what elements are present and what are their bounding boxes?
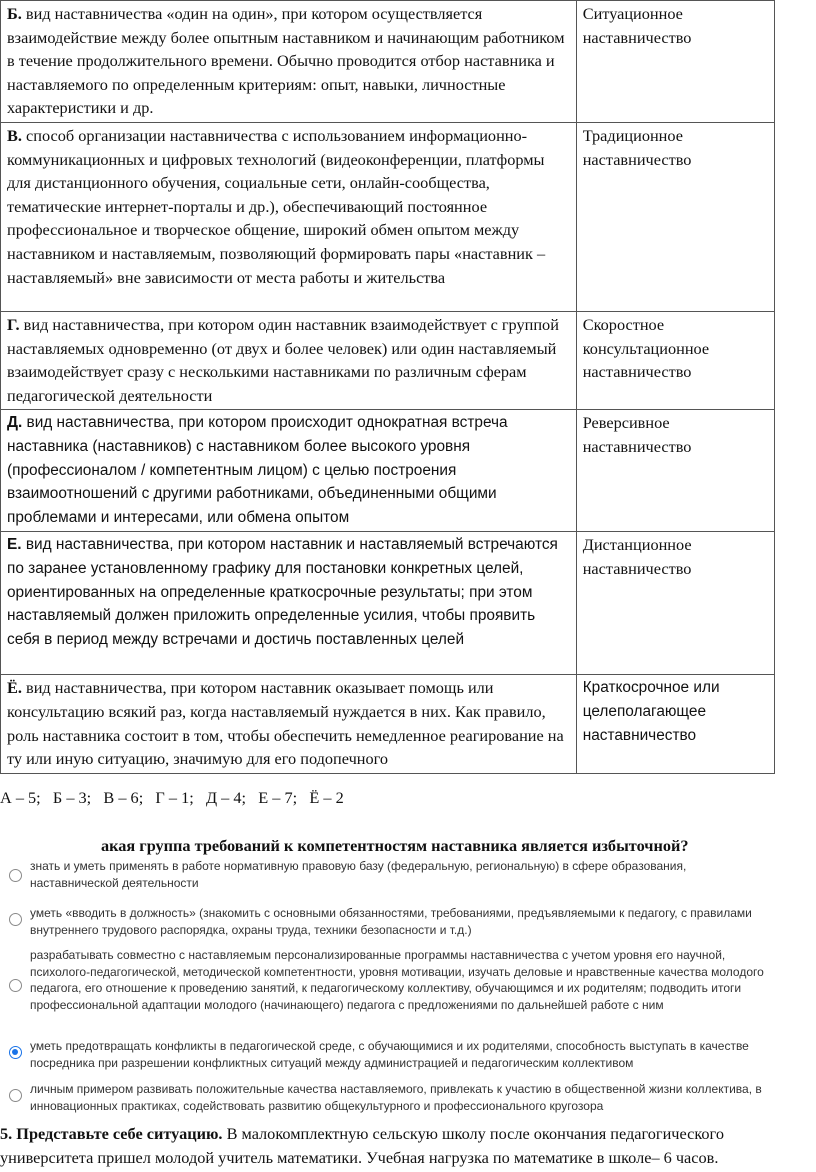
radio-unchecked-icon[interactable] [9,1089,22,1102]
row-letter: Е. [7,536,22,554]
definition-cell [1,1,577,123]
term-cell: Ситуационное наставничество [576,1,774,123]
term-cell: Дистанционное наставничество [576,532,774,675]
table-row [1,532,775,675]
answer-key: А – 5; Б – 3; В – 6; Г – 1; Д – 4; Е – 7; Ё – 2 [0,788,344,807]
task-5-heading: 5. Представьте себе ситуацию. [0,1124,223,1143]
option-text: уметь предотвращать конфликты в педагогической среде, с обучающимися и их родителями, способность выступать в качестве посредника при разрешении конфликтных ситуаций между администрацией и педагогическим коллективом [30,1039,749,1070]
radio-checked-icon[interactable] [9,1046,22,1059]
table-row [1,1,775,123]
table-row [1,675,775,773]
option-text: уметь «вводить в должность» (знакомить с основными обязанностями, требованиями, предъявляемыми к педагогу, с правилами внутреннего трудового распорядка, охраны труда, техники безопасности и т.д.) [30,906,752,937]
radio-unchecked-icon[interactable] [9,913,22,926]
term-cell: Реверсивное наставничество [576,410,774,532]
table-row [1,122,775,311]
definition-cell [1,410,577,532]
definition-cell [1,122,577,311]
definition-cell [1,675,577,773]
option-text: личным примером развивать положительные качества наставляемого, привлекать к участию в общественной жизни коллектива, в инновационных практиках, содействовать развитию общекультурного и профессионального кругозора [30,1082,762,1113]
definition-text: способ организации наставничества с использованием информационно-коммуникационных и цифровых технологий (видеоконференции, платформы для дистанционного обучения, социальные сети, онлайн-сообщества, тематические интернет-порталы и др.), обеспечивающий постоянное профессиональное и творческое общение, широкий обмен опытом между наставником и наставляемым, позволяющий формировать пары «наставник – наставляемый» вне зависимости от места работы и жительства [7,125,546,287]
row-letter: Г. [7,314,20,334]
definition-text: вид наставничества, при котором наставник и наставляемый встречаются по заранее установленному графику для постановки конкретных целей, ориентированных на определенные краткосрочные результаты; при этом наставляемый должен приложить определенные усилия, чтобы проявить себя в период между встречами и достичь поставленных целей [7,536,558,648]
row-letter: Ё. [7,678,22,698]
definition-text: вид наставничества «один на один», при котором осуществляется взаимодействие между более опытным наставником и начинающим работником в течение продолжительного времени. Обычно проводится отбор наставника и наставляемого по определенным критериям: опыт, навыки, личностные характеристики и др. [7,4,565,118]
question-title: акая группа требований к компетентностям наставника является избыточной? [101,836,689,855]
definition-text: вид наставничества, при котором наставник оказывает помощь или консультацию всякий раз, когда наставляемый нуждается в них. Как правило, роль наставника состоит в том, чтобы обеспечить немедленное реагирование на ту или иную ситуацию, значимую для его подопечного [7,678,564,769]
task-5 [0,1122,812,1169]
row-letter: Д. [7,414,23,432]
term-cell: Традиционное наставничество [576,122,774,311]
table-row [1,311,775,409]
definition-cell [1,311,577,409]
term-cell: Краткосрочное или целеполагающее наставничество [576,675,774,773]
radio-unchecked-icon[interactable] [9,979,22,992]
option-text: разрабатывать совместно с наставляемым персонализированные программы наставничества с учетом уровня его научной, психолого-педагогической, методической компетентности, уровня мотивации, изучать деловые и нравственные качества молодого педагога, его отношение к проведению занятий, к педагогическому коллективу, обучающимся и их родителям; подводить итоги профессиональной адаптации молодого (начинающего) педагога с предложениями по дальнейшей работе с ним [30,948,764,1012]
definition-text: вид наставничества, при котором происходит однократная встреча наставника (наставников) с наставником более высокого уровня (профессионалом / компетентным лицом) с целью построения взаимоотношений с другими работниками, объединенными общими проблемами и интересами, или обмена опытом [7,414,508,526]
row-letter: В. [7,125,22,145]
table-row [1,410,775,532]
definition-text: вид наставничества, при котором один наставник взаимодействует с группой наставляемых одновременно (от двух и более человек) или один наставляемый взаимодействует сразу с несколькими наставниками по различным сферам педагогической деятельности [7,314,559,405]
term-cell: Скоростное консультационное наставничество [576,311,774,409]
task-5-text: В малокомплектную сельскую школу после окончания педагогического университета пришел молодой учитель математики. Учебная нагрузка по математике в школе– 6 часов. [0,1124,724,1167]
row-letter: Б. [7,4,22,23]
radio-unchecked-icon[interactable] [9,869,22,882]
definition-cell [1,532,577,675]
option-text: знать и уметь применять в работе нормативную правовую базу (федеральную, региональную) в сфере образования, наставнической деятельности [30,859,687,890]
